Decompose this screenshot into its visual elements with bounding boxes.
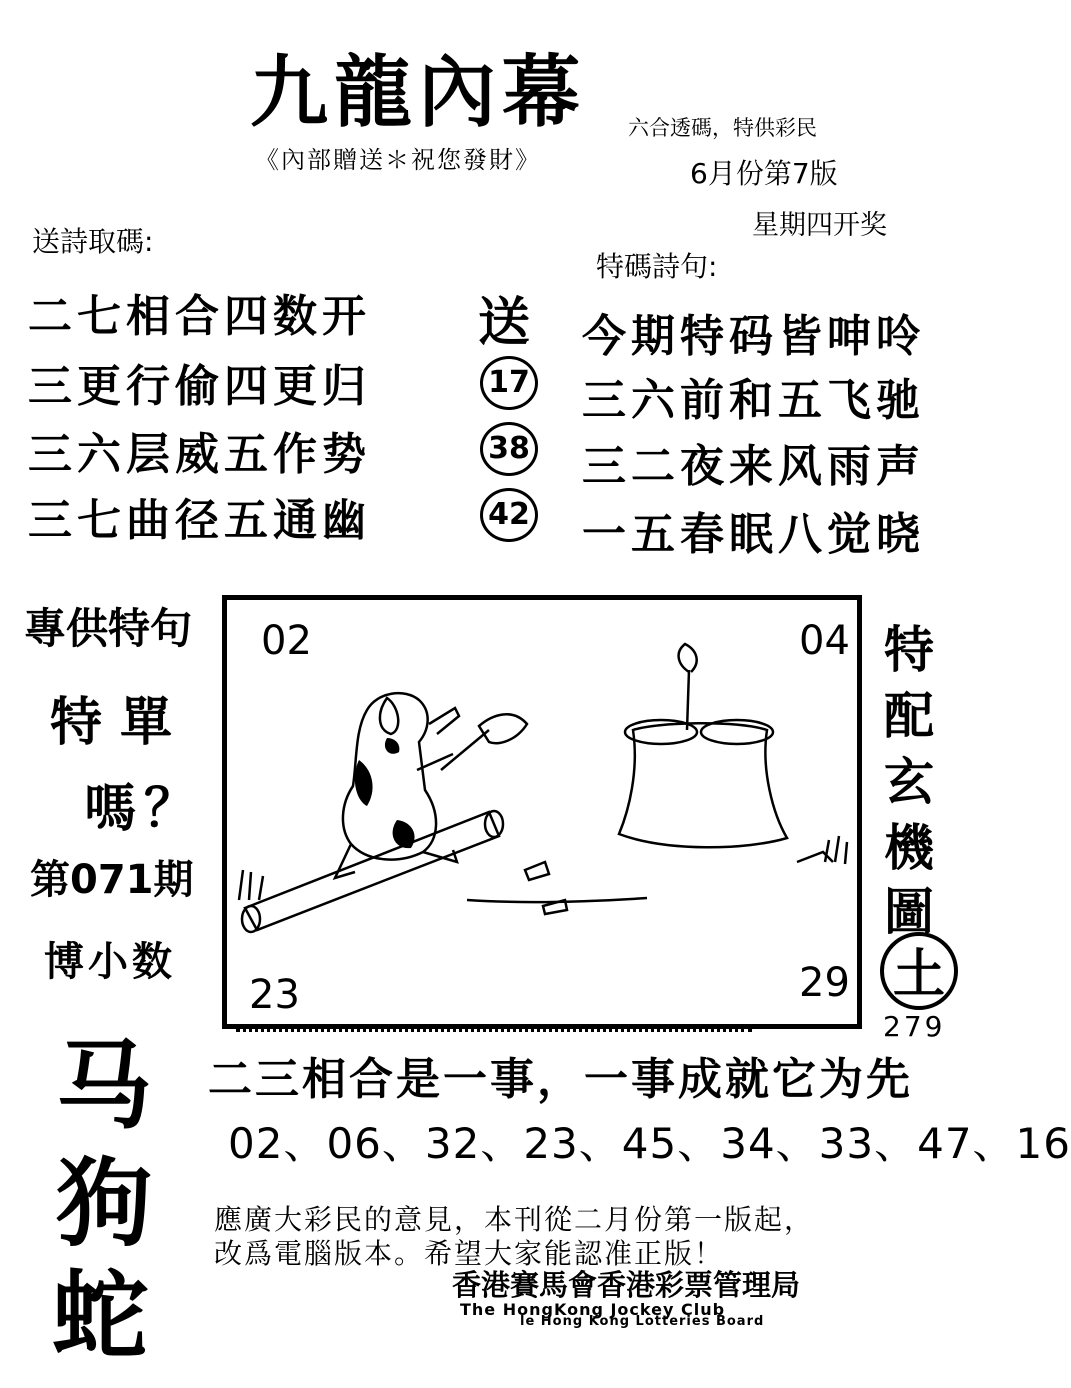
organization-chinese: 香港賽馬會香港彩票管理局 (452, 1268, 801, 1302)
gift-label: 送 (478, 293, 531, 353)
organization-english-sub: le Hong Kong Lotteries Board (520, 1314, 765, 1329)
poem-left-label: 送詩取碼: (32, 225, 154, 258)
gift-number-circle: 17 (480, 356, 538, 410)
corner-number-bottom-left: 23 (249, 972, 300, 1018)
side-title-char: 機 (884, 819, 934, 877)
side-title-char: 玄 (884, 753, 934, 811)
frame-dotted-edge (236, 1029, 752, 1032)
element-circle: 土 (880, 932, 958, 1010)
gift-number-circle: 42 (480, 488, 538, 542)
side-title-char: 特 (884, 621, 934, 679)
special-hint-label: 專供特句 (24, 604, 193, 653)
gift-number-circle: 38 (480, 422, 538, 476)
draw-day: 星期四开奖 (752, 210, 887, 241)
issue-number: 6月份第7版 (690, 157, 838, 190)
corner-number-top-left: 02 (261, 618, 312, 664)
side-title-char: 配 (884, 687, 934, 745)
organization-english: The HongKong Jockey Club (460, 1300, 726, 1319)
animal-horse: 马 (56, 1030, 152, 1142)
page-title: 九龍內幕 (250, 48, 587, 138)
corner-number-top-right: 04 (799, 618, 850, 664)
poem-left-line: 三七曲径五通幽 (28, 495, 371, 546)
special-hint-sub: 博小数 (44, 939, 176, 985)
number-list: 02、06、32、23、45、34、33、47、16 (228, 1119, 1071, 1168)
poem-left-line: 三六层威五作势 (28, 429, 371, 480)
animal-snake: 蛇 (52, 1260, 148, 1372)
side-numbers: 279 (883, 1010, 946, 1043)
period-number: 第071期 (30, 857, 194, 903)
puzzle-picture-frame (222, 595, 862, 1029)
notice-line: 改爲電腦版本。希望大家能認准正版！ (214, 1237, 725, 1270)
poem-left-line: 二七相合四数开 (28, 291, 371, 342)
promo-text: 六合透碼，特供彩民 (628, 116, 817, 140)
pair-verse: 二三相合是一事，一事成就它为先 (208, 1054, 913, 1105)
subtitle: 《內部贈送＊祝您發財》 (255, 146, 541, 174)
notice-line: 應廣大彩民的意見，本刊從二月份第一版起， (214, 1203, 815, 1236)
corner-number-bottom-right: 29 (799, 960, 850, 1006)
side-title-char: 圖 (884, 883, 934, 941)
dog-chopping-stump-drawing (227, 600, 857, 1024)
poem-right-label: 特碼詩句: (596, 250, 718, 283)
poem-right-line: 一五春眠八觉晓 (582, 509, 925, 560)
poem-right-line: 今期特码皆呻呤 (582, 311, 925, 362)
poem-right-line: 三六前和五飞驰 (582, 375, 925, 426)
special-hint-line1: 特單 (50, 693, 191, 753)
animal-dog: 狗 (56, 1148, 152, 1260)
poem-right-line: 三二夜来风雨声 (582, 441, 925, 492)
poem-left-line: 三更行偷四更归 (28, 361, 371, 412)
special-hint-line2: 嗎？ (84, 779, 205, 839)
